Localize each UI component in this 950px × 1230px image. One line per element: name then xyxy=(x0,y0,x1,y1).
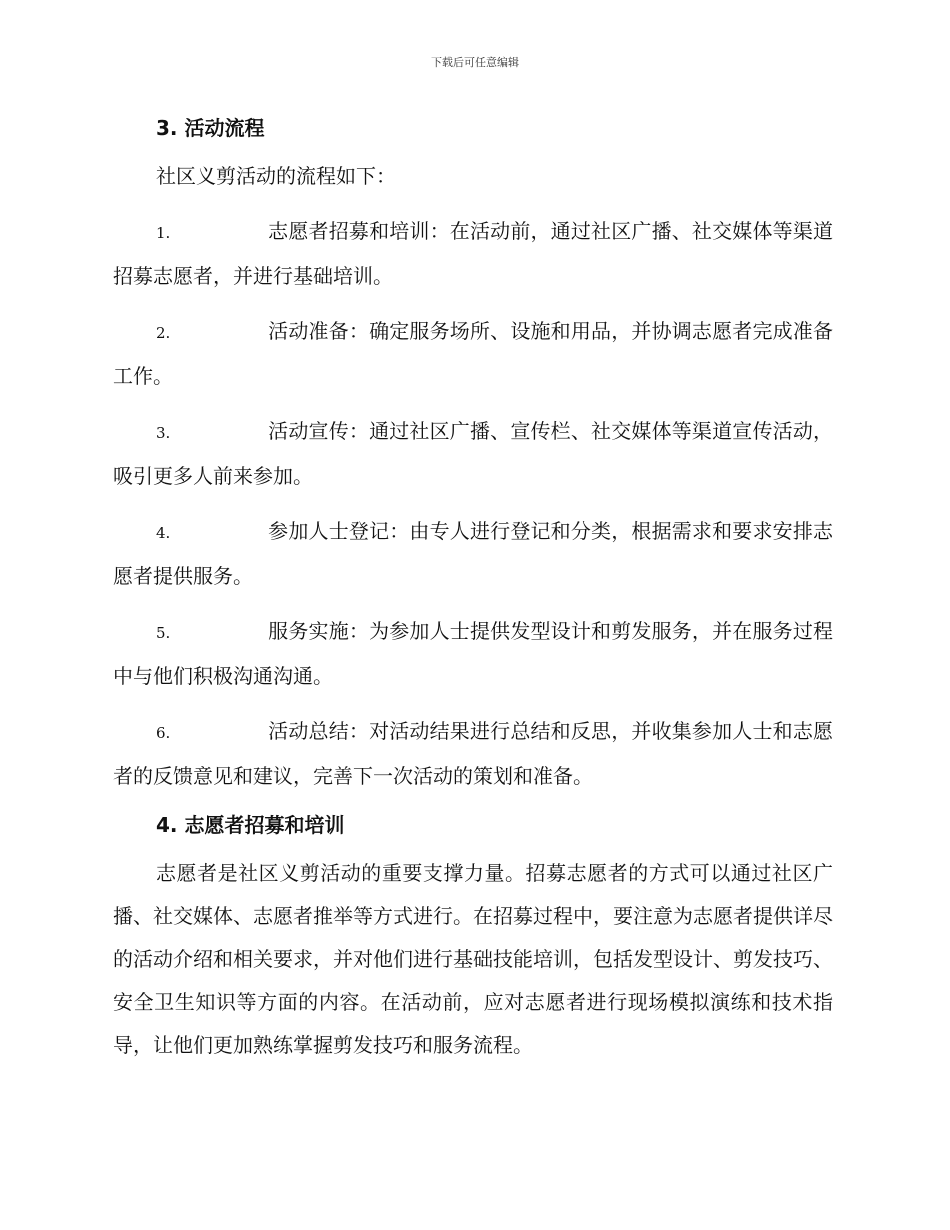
list-number: 2. xyxy=(156,324,171,342)
list-item-text: 活动总结：对活动结果进行总结和反思，并收集参加人士和志愿者的反馈意见和建议，完善下一次活动的策划和准备。 xyxy=(113,719,833,788)
list-item-text: 活动宣传：通过社区广播、宣传栏、社交媒体等渠道宣传活动，吸引更多人前来参加。 xyxy=(113,419,833,488)
list-item-text: 志愿者招募和培训：在活动前，通过社区广播、社交媒体等渠道招募志愿者，并进行基础培训。 xyxy=(113,219,833,288)
list-item-5 xyxy=(113,610,833,698)
document-body xyxy=(113,112,833,1067)
section-4-body: 志愿者是社区义剪活动的重要支撑力量。招募志愿者的方式可以通过社区广播、社交媒体、志愿者推举等方式进行。在招募过程中，要注意为志愿者提供详尽的活动介绍和相关要求，并对他们进行基础技能培训，包括发型设计、剪发技巧、安全卫生知识等方面的内容。在活动前，应对志愿者进行现场模拟演练和技术指导，让他们更加熟练掌握剪发技巧和服务流程。 xyxy=(113,861,833,1057)
list-number: 6. xyxy=(156,724,171,742)
section-3-intro: 社区义剪活动的流程如下： xyxy=(156,164,396,188)
list-number: 4. xyxy=(156,524,171,542)
list-item-3 xyxy=(113,410,833,498)
section-4-heading: 4. 志愿者招募和培训 xyxy=(156,813,345,837)
list-item-text: 参加人士登记：由专人进行登记和分类，根据需求和要求安排志愿者提供服务。 xyxy=(113,519,833,588)
list-number: 5. xyxy=(156,624,171,642)
list-item-6 xyxy=(113,710,833,798)
list-item-2 xyxy=(113,310,833,398)
list-number: 1. xyxy=(156,224,171,242)
list-item-1 xyxy=(113,210,833,298)
list-number: 3. xyxy=(156,424,171,442)
list-item-text: 活动准备：确定服务场所、设施和用品，并协调志愿者完成准备工作。 xyxy=(113,319,833,388)
page-header: 下载后可任意编辑 xyxy=(431,56,519,69)
section-3-heading: 3. 活动流程 xyxy=(156,116,265,140)
list-item-text: 服务实施：为参加人士提供发型设计和剪发服务，并在服务过程中与他们积极沟通沟通。 xyxy=(113,619,833,688)
list-item-4 xyxy=(113,510,833,598)
